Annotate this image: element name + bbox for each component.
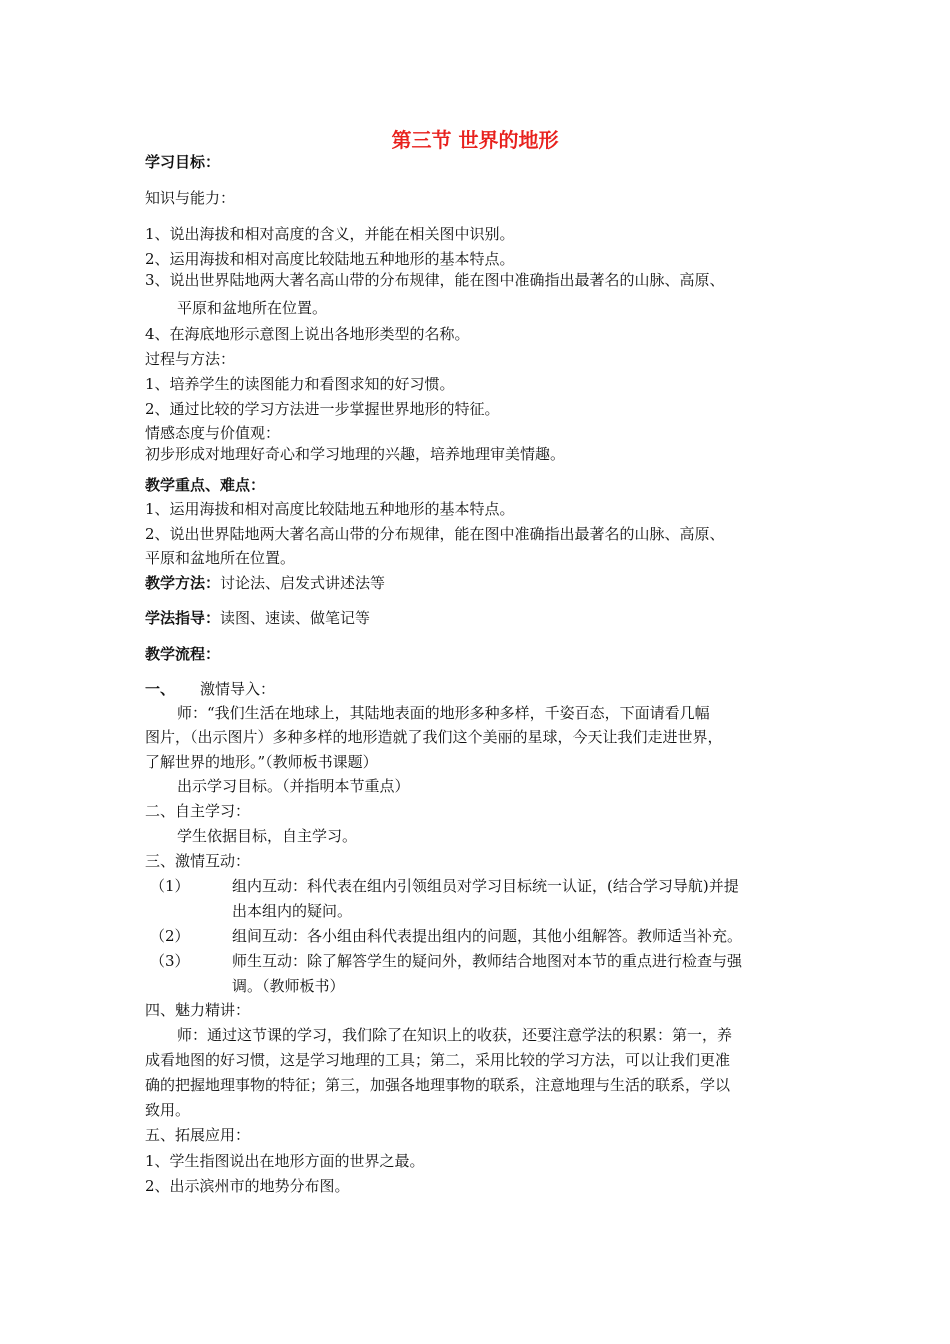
step4-line: 师：通过这节课的学习，我们除了在知识上的收获，还要注意学法的积累：第一，养 — [177, 1026, 733, 1044]
step1-line: 师：“我们生活在地球上，其陆地表面的地形多种多样，千姿百态，下面请看几幅 — [177, 704, 710, 722]
interaction-number: （2） — [150, 927, 190, 945]
step2-title: 二、自主学习： — [145, 802, 251, 820]
step4-title: 四、魅力精讲： — [145, 1001, 251, 1019]
key-item: 1、运用海拔和相对高度比较陆地五种地形的基本特点。 — [145, 500, 515, 518]
guide-label: 学法指导： — [145, 609, 221, 627]
page-title: 第三节 世界的地形 — [391, 128, 559, 152]
step5-line: 2、出示滨州市的地势分布图。 — [145, 1177, 350, 1195]
step4-line: 致用。 — [145, 1101, 191, 1119]
step5-line: 1、学生指图说出在地形方面的世界之最。 — [145, 1152, 425, 1170]
interaction-line: 组内互动：科代表在组内引领组员对学习目标统一认证，(结合学习导航)并提 — [232, 877, 739, 895]
knowledge-item: 4、在海底地形示意图上说出各地形类型的名称。 — [145, 325, 470, 343]
process-heading: 过程与方法： — [145, 350, 236, 368]
guide-line — [145, 608, 370, 628]
key-heading: 教学重点、难点： — [145, 476, 266, 494]
interaction-number: （3） — [150, 952, 190, 970]
process-item: 1、培养学生的读图能力和看图求知的好习惯。 — [145, 375, 455, 393]
knowledge-item: 1、说出海拔和相对高度的含义，并能在相关图中识别。 — [145, 225, 515, 243]
step1-number: 一、 — [145, 680, 176, 698]
knowledge-item: 3、说出世界陆地两大著名高山带的分布规律，能在图中准确指出最著名的山脉、高原、 — [145, 271, 725, 289]
step2-text: 学生依据目标，自主学习。 — [177, 827, 358, 845]
interaction-line: 组间互动：各小组由科代表提出组内的问题，其他小组解答。教师适当补充。 — [232, 927, 743, 945]
key-item: 平原和盆地所在位置。 — [145, 549, 296, 567]
interaction-number: （1） — [150, 877, 190, 895]
attitude-text: 初步形成对地理好奇心和学习地理的兴趣，培养地理审美情趣。 — [145, 445, 566, 463]
step1-line: 了解世界的地形。”（教师板书课题） — [145, 753, 378, 771]
knowledge-heading: 知识与能力： — [145, 189, 236, 207]
step3-title: 三、激情互动： — [145, 852, 251, 870]
knowledge-item: 2、运用海拔和相对高度比较陆地五种地形的基本特点。 — [145, 250, 515, 268]
method-text: 讨论法、启发式讲述法等 — [220, 574, 386, 592]
interaction-line: 出本组内的疑问。 — [232, 902, 353, 920]
step1-title: 激情导入： — [200, 680, 276, 698]
step5-title: 五、拓展应用： — [145, 1126, 251, 1144]
flow-heading: 教学流程： — [145, 645, 221, 663]
guide-text: 读图、速读、做笔记等 — [220, 609, 371, 627]
method-line — [145, 573, 385, 593]
step4-line: 确的把握地理事物的特征；第三，加强各地理事物的联系，注意地理与生活的联系，学以 — [145, 1076, 731, 1094]
knowledge-item: 平原和盆地所在位置。 — [177, 299, 328, 317]
process-item: 2、通过比较的学习方法进一步掌握世界地形的特征。 — [145, 400, 500, 418]
interaction-line: 师生互动：除了解答学生的疑问外，教师结合地图对本节的重点进行检查与强 — [232, 952, 743, 970]
attitude-heading: 情感态度与价值观： — [145, 424, 281, 442]
step4-line: 成看地图的好习惯，这是学习地理的工具；第二，采用比较的学习方法，可以让我们更准 — [145, 1051, 731, 1069]
step1-line: 图片，（出示图片）多种多样的地形造就了我们这个美丽的星球，今天让我们走进世界， — [145, 728, 723, 746]
interaction-line: 调。（教师板书） — [232, 977, 345, 995]
method-label: 教学方法： — [145, 574, 221, 592]
objectives-heading: 学习目标： — [145, 153, 221, 171]
key-item: 2、说出世界陆地两大著名高山带的分布规律，能在图中准确指出最著名的山脉、高原、 — [145, 525, 725, 543]
step1-line: 出示学习目标。（并指明本节重点） — [177, 777, 410, 795]
